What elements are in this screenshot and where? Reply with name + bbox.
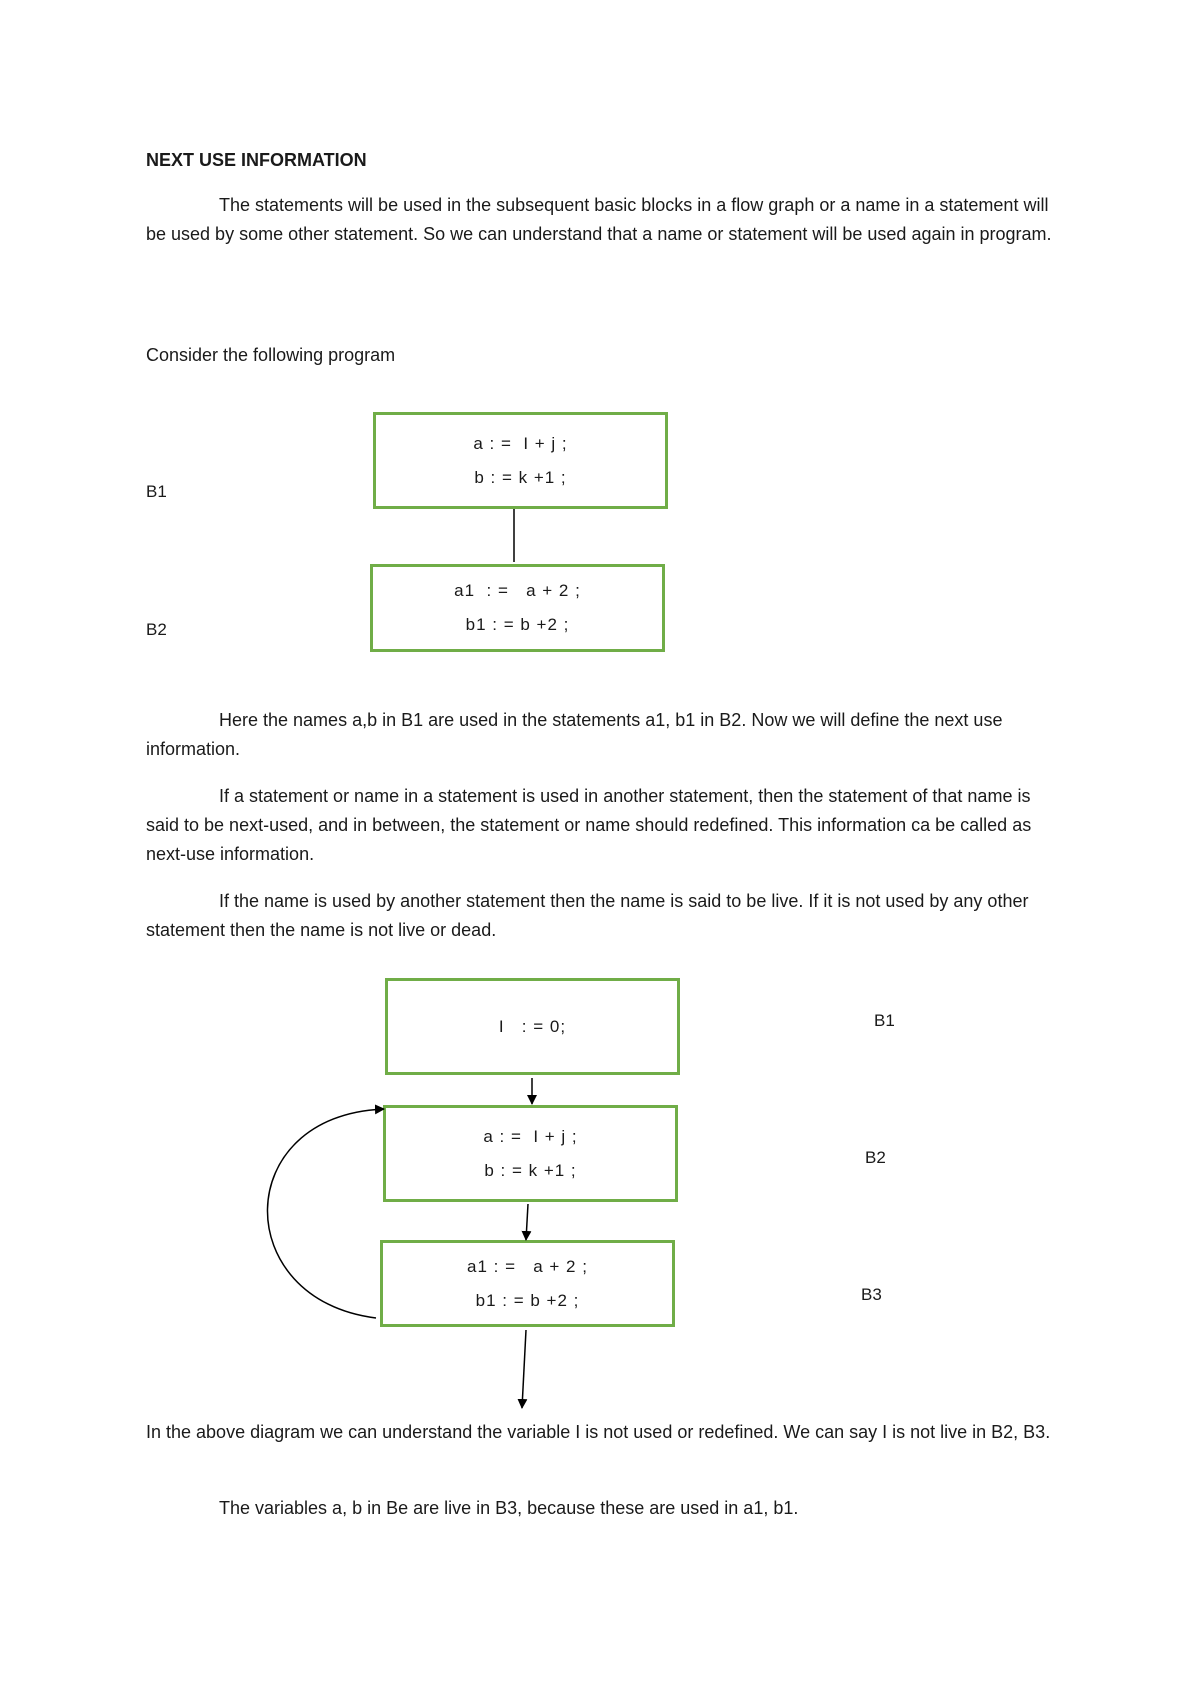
page-title: NEXT USE INFORMATION bbox=[146, 150, 367, 170]
diagram2-label-b1: B1 bbox=[874, 1011, 895, 1030]
paragraph-live-definition: If the name is used by another statement then the name is said to be live. If it is not used by any other statement then the name is not live or dead. bbox=[146, 891, 1029, 940]
diagram2-loop-arrow bbox=[267, 1109, 384, 1318]
diagram1-label-b1: B1 bbox=[146, 482, 167, 501]
diagram2-b2-stmt-1: a : = I + j ; bbox=[483, 1126, 578, 1146]
diagram1-b1-stmt-1: a : = I + j ; bbox=[473, 433, 568, 453]
paragraph-above-diagram: In the above diagram we can understand the variable I is not used or redefined. We can say I is not live in B2, B3. bbox=[146, 1422, 1051, 1442]
paragraph-variables-live: The variables a, b in Be are live in B3, because these are used in a1, b1. bbox=[219, 1498, 799, 1518]
diagram2-arrow-exit bbox=[522, 1330, 526, 1408]
diagram2-b3-stmt-1: a1 : = a + 2 ; bbox=[467, 1256, 588, 1276]
diagram2-b2-stmt-2: b : = k +1 ; bbox=[484, 1160, 577, 1180]
intro-paragraph: The statements will be used in the subsequent basic blocks in a flow graph or a name in a statement will be used by some other statement. So we can understand that a name or statement will be used again in program. bbox=[146, 195, 1052, 244]
diagram2-b1-stmt-1: I : = 0; bbox=[498, 1016, 567, 1036]
diagram2-b3-stmt-2: b1 : = b +2 ; bbox=[475, 1290, 580, 1310]
consider-text: Consider the following program bbox=[146, 345, 396, 365]
diagram1-b2-stmt-1: a1 : = a + 2 ; bbox=[454, 581, 581, 600]
paragraph-here-names: Here the names a,b in B1 are used in the statements a1, b1 in B2. Now we will define the next use information. bbox=[146, 710, 1003, 759]
diagram2-label-b3: B3 bbox=[861, 1285, 882, 1304]
diagram2-arrow-b2-b3 bbox=[526, 1204, 528, 1240]
paragraph-next-use-definition: If a statement or name in a statement is used in another statement, then the statement of that name is said to be next-used, and in between, the statement or name should redefined. This information ca be called as next-use information. bbox=[146, 786, 1032, 864]
diagram1-b1-stmt-2: b : = k +1 ; bbox=[474, 467, 567, 487]
diagram1-b2-stmt-2: b1 : = b +2 ; bbox=[465, 615, 570, 634]
diagram1-label-b2: B2 bbox=[146, 620, 167, 639]
diagram2-label-b2: B2 bbox=[865, 1148, 886, 1167]
